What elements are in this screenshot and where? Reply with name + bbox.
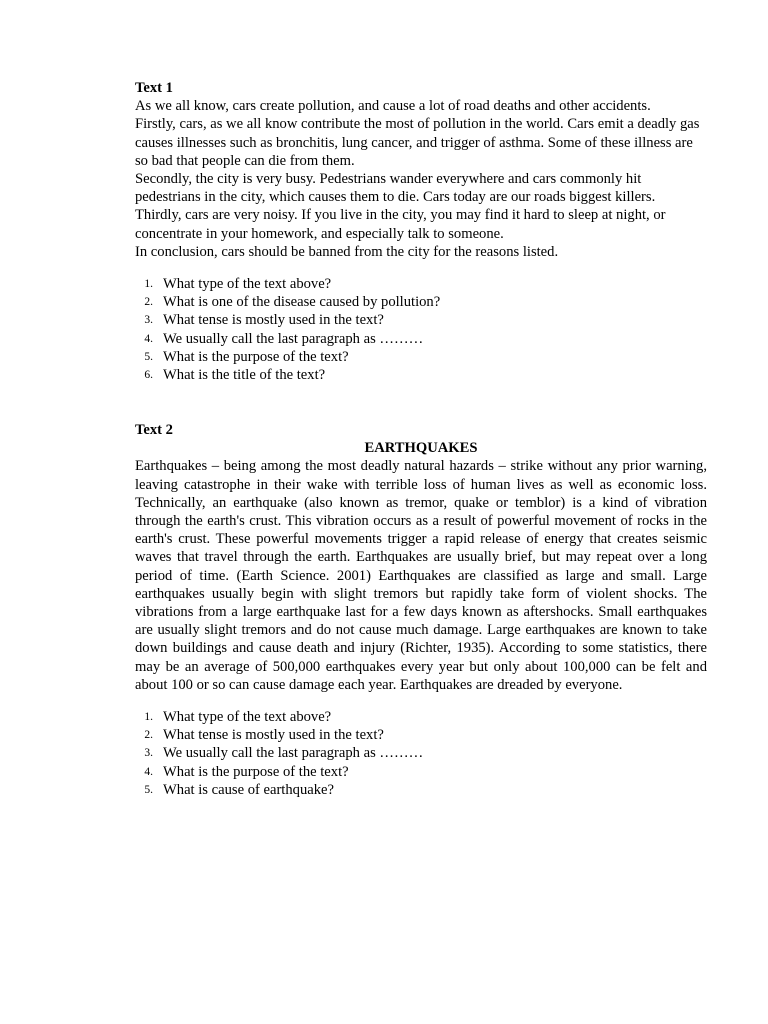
question-text: What is the title of the text?: [163, 367, 326, 384]
text-2-section: [135, 421, 707, 799]
text-1-questions: [135, 275, 707, 384]
question-item: [135, 763, 707, 781]
question-number: 2.: [144, 296, 153, 309]
question-text: What is one of the disease caused by pollution?: [163, 294, 441, 311]
text-1-paragraph-firstly: Firstly, cars, as we all know contribute the most of pollution in the world. Cars emit a deadly gas causes illnesses such as bronchitis, lung cancer, and trigger of asthma. Some of these illness are so bad that people can die from them.: [135, 116, 700, 169]
question-text: What is cause of earthquake?: [163, 781, 334, 798]
question-text: What type of the text above?: [163, 709, 332, 726]
question-text: What is the purpose of the text?: [163, 348, 349, 365]
question-item: [135, 330, 707, 348]
text-2-heading: Text 2: [135, 422, 173, 438]
question-number: 5.: [144, 350, 153, 363]
text-1-paragraph-secondly: Secondly, the city is very busy. Pedestrians wander everywhere and cars commonly hit pedestrians in the city, which causes them to die. Cars today are our roads biggest killers.: [135, 171, 656, 206]
question-text: What is the purpose of the text?: [163, 763, 349, 780]
question-item: [135, 366, 707, 384]
text-1-heading: Text 1: [135, 80, 173, 96]
text-1-paragraph-conclusion: In conclusion, cars should be banned from the city for the reasons listed.: [135, 243, 559, 260]
text-1-paragraph-thirdly: Thirdly, cars are very noisy. If you live in the city, you may find it hard to sleep at night, or concentrate in your homework, and especially talk to someone.: [135, 207, 666, 242]
question-item: [135, 293, 707, 311]
question-item: [135, 311, 707, 329]
question-text: What tense is mostly used in the text?: [163, 727, 384, 744]
question-text: What tense is mostly used in the text?: [163, 312, 384, 329]
question-text: We usually call the last paragraph as ………: [163, 330, 424, 347]
question-number: 5.: [144, 783, 153, 796]
question-item: [135, 726, 707, 744]
question-item: [135, 708, 707, 726]
question-number: 2.: [144, 729, 153, 742]
text-2-title: EARTHQUAKES: [364, 440, 478, 457]
text-1-section: [135, 79, 707, 384]
question-number: 4.: [144, 332, 153, 345]
question-item: [135, 275, 707, 293]
question-number: 6.: [144, 369, 153, 382]
question-item: [135, 744, 707, 762]
question-text: We usually call the last paragraph as ………: [163, 745, 424, 762]
question-item: [135, 781, 707, 799]
question-item: [135, 348, 707, 366]
question-number: 4.: [144, 765, 153, 778]
question-text: What type of the text above?: [163, 276, 332, 293]
question-number: 3.: [144, 747, 153, 760]
text-1-paragraph-intro: As we all know, cars create pollution, and cause a lot of road deaths and other accidents.: [135, 98, 651, 115]
question-number: 1.: [144, 278, 153, 291]
question-number: 3.: [144, 314, 153, 327]
text-2-body: Earthquakes – being among the most deadly natural hazards – strike without any prior warning, leaving catastrophe in their wake with terrible loss of human lives as well as economic loss. Technically, an earthquake (also known as tremor, quake or temblor) is a kind of vibration through the earth's crust. This vibration occurs as a result of powerful movement of rocks in the earth's crust. These powerful movements trigger a rapid release of energy that creates seismic waves that travel through the earth. Earthquakes are usually brief, but may repeat over a long period of time. (Earth Science. 2001) Earthquakes are classified as large and small. Large earthquakes usually begin with slight tremors but rapidly take form of violent shocks. The vibrations from a large earthquake last for a few days known as aftershocks. Small earthquakes are usually slight tremors and do not cause much damage. Large earthquakes are known to take down buildings and cause death and injury (Richter, 1935). According to some statistics, there may be an average of 500,000 earthquakes every year but only about 100,000 can be felt and about 100 or so can cause damage each year. Earthquakes are dreaded by everyone.: [135, 458, 707, 693]
text-2-questions: [135, 708, 707, 799]
question-number: 1.: [144, 711, 153, 724]
